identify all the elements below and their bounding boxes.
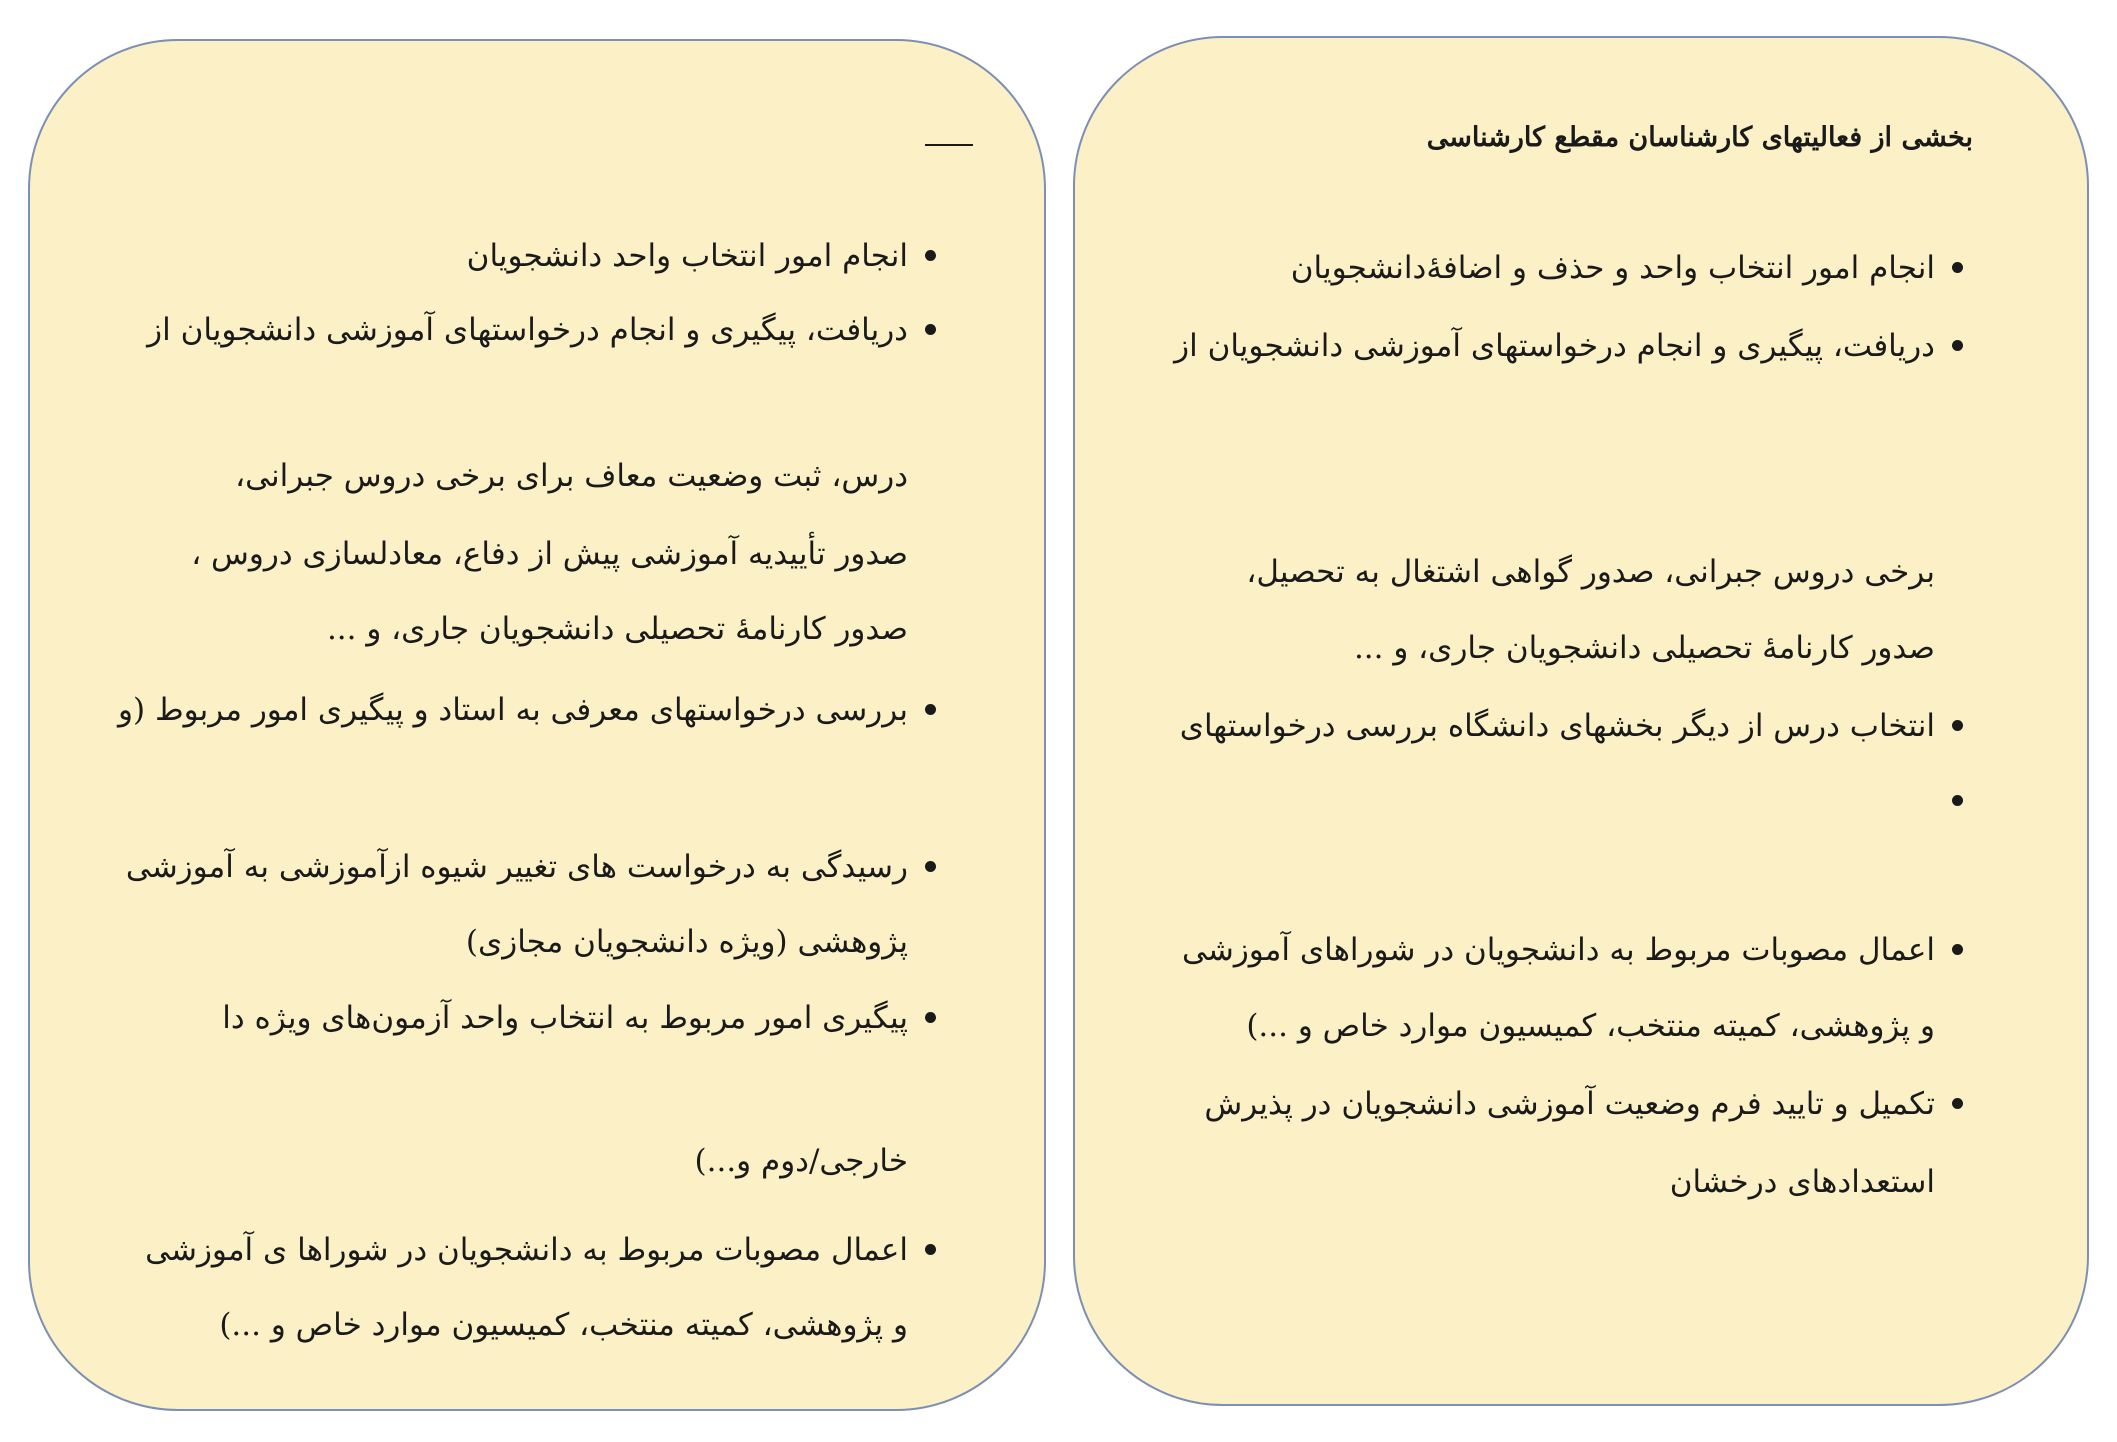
left-line-5: صدور کارنامۀ تحصیلی دانشجویان جاری، و ... xyxy=(326,611,908,647)
left-activity-card xyxy=(28,39,1046,1411)
left-line-11: اعمال مصوبات مربوط به دانشجویان در شوراها ی آموزشی xyxy=(145,1232,908,1268)
bullet-icon xyxy=(1952,944,1963,955)
left-line-2: دریافت، پیگیری و انجام درخواستهای آموزشی دانشجویان از xyxy=(147,312,908,348)
right-line-3: برخی دروس جبرانی، صدور گواهی اشتغال به تحصیل، xyxy=(1246,554,1935,590)
right-line-6: اعمال مصوبات مربوط به دانشجویان در شوراهای آموزشی xyxy=(1182,932,1935,968)
left-line-1: انجام امور انتخاب واحد دانشجویان xyxy=(466,238,908,274)
bullet-icon xyxy=(925,250,936,261)
card-heading: بخشی از فعالیتهای کارشناسان مقطع کارشناسی xyxy=(1426,122,1973,153)
bullet-icon xyxy=(925,1012,936,1023)
right-line-7: و پژوهشی، کمیته منتخب، کمیسیون موارد خاص و ...) xyxy=(1246,1008,1935,1044)
right-line-8: تکمیل و تایید فرم وضعیت آموزشی دانشجویان در پذیرش xyxy=(1204,1086,1935,1122)
bullet-icon xyxy=(1952,795,1963,806)
left-line-6: بررسی درخواستهای معرفی به استاد و پیگیری امور مربوط (و xyxy=(118,692,908,728)
right-line-9: استعدادهای درخشان xyxy=(1669,1164,1935,1200)
bullet-icon xyxy=(1952,262,1963,273)
bullet-icon xyxy=(1952,1098,1963,1109)
bullet-icon xyxy=(925,1244,936,1255)
left-line-4: صدور تأییدیه آموزشی پیش از دفاع، معادلسازی دروس ، xyxy=(191,536,908,572)
left-line-7: رسیدگی به درخواست های تغییر شیوه ازآموزشی به آموزشی xyxy=(125,849,908,885)
right-line-2: دریافت، پیگیری و انجام درخواستهای آموزشی دانشجویان از xyxy=(1174,328,1935,364)
bullet-icon xyxy=(925,704,936,715)
bullet-icon xyxy=(925,861,936,872)
bullet-icon xyxy=(1952,340,1963,351)
right-activity-card xyxy=(1073,36,2089,1406)
left-line-12: و پژوهشی، کمیته منتخب، کمیسیون موارد خاص و ...) xyxy=(219,1307,908,1343)
right-line-4: صدور کارنامۀ تحصیلی دانشجویان جاری، و ... xyxy=(1353,630,1935,666)
left-line-9: پیگیری امور مربوط به انتخاب واحد آزمون‌های ویژه دا xyxy=(222,1000,908,1036)
left-line-3: درس، ثبت وضعیت معاف برای برخی دروس جبرانی، xyxy=(235,458,908,494)
right-line-5: انتخاب درس از دیگر بخشهای دانشگاه بررسی درخواستهای xyxy=(1179,708,1935,744)
left-line-8: پژوهشی (ویژه دانشجویان مجازی) xyxy=(465,924,908,960)
right-line-1: انجام امور انتخاب واحد و حذف و اضافۀدانشجویان xyxy=(1290,250,1935,286)
left-line-10: خارجی/دوم و...) xyxy=(694,1143,908,1179)
bullet-icon xyxy=(925,324,936,335)
dash-mark xyxy=(925,144,973,146)
bullet-icon xyxy=(1952,720,1963,731)
